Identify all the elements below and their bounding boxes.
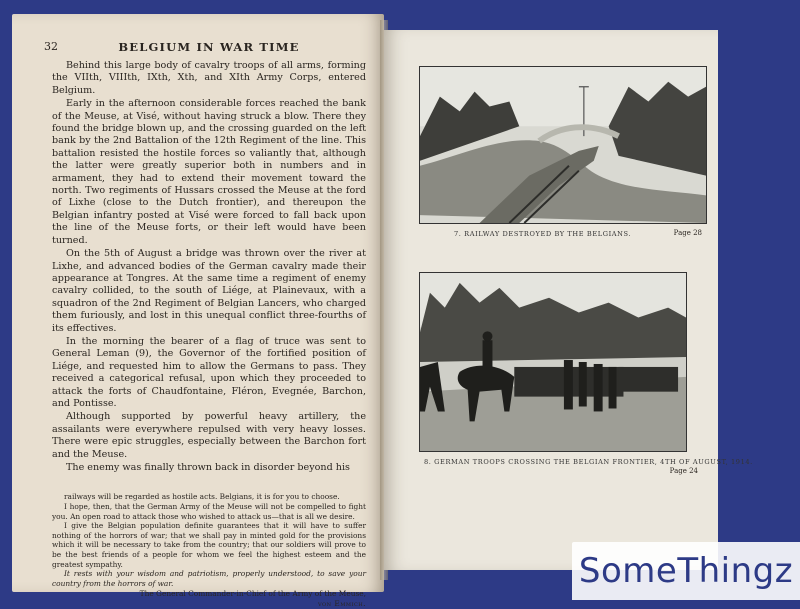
- proclamation-line: I give the Belgian population definite guarantees that it will have to suffer nothing of the horrors of war; that we shall pay in minted gold for the provisions which it will be necessary to take from the country; that our soldiers will prove to be the best friends of a people for whom we feel the highest esteem and the greatest sympathy.: [52, 521, 366, 569]
- running-title: BELGIUM IN WAR TIME: [118, 40, 300, 54]
- page-header: [44, 40, 366, 60]
- figure-caption: 8. GERMAN TROOPS CROSSING THE BELGIAN FRONTIER, 4TH OF AUGUST, 1914.: [424, 458, 753, 466]
- figure-page-ref: Page 24: [669, 467, 698, 475]
- section-gap: [52, 474, 366, 492]
- railway-photo: [419, 66, 707, 224]
- signature: [52, 589, 366, 608]
- proclamation-line: railways will be regarded as hostile acts. Belgians, it is for you to choose.: [64, 492, 340, 502]
- right-page: [384, 30, 753, 570]
- troops-photo: [419, 272, 687, 452]
- left-page: [12, 14, 384, 608]
- proclamation-line: I hope, then, that the German Army of the Meuse will not be compelled to fight you. An open road to attack those who wished to attack us—that is all we desire.: [52, 502, 366, 521]
- paragraph: Early in the afternoon considerable forces reached the bank of the Meuse, at Visé, without having struck a blow. There they found the bridge blown up, and the crossing guarded on the left bank by the 2nd Battalion of the 12th Regiment of the line. This battalion resisted the hostile forces so valiantly that, although the latter were greatly superior both in numbers and in armament, they had to extend their movement toward the north. Two regiments of Hussars crossed the Meuse at the ford of Lixhe (close to the Dutch frontier), and thereupon the Belgian infantry posted at Visé were forced to fall back upon the line of the Meuse forts, or their left would have been turned.: [52, 98, 366, 246]
- troops-photo-image: [419, 272, 687, 452]
- page-number: 32: [44, 40, 58, 53]
- body-text: [52, 60, 366, 474]
- figure-caption: 7. RAILWAY DESTROYED BY THE BELGIANS.: [454, 230, 632, 238]
- paragraph: Although supported by powerful heavy artillery, the assailants were everywhere repulsed with very heavy losses. There were epic struggles, especially between the Barchon fort and the Meuse.: [52, 411, 366, 460]
- railway-photo-image: [419, 66, 707, 224]
- signer-name: von Emmich.: [318, 598, 366, 608]
- paragraph: Behind this large body of cavalry troops of all arms, forming the VIIth, VIIIth, IXth, Xth, and XIth Army Corps, entered Belgium.: [52, 60, 366, 96]
- paragraph: In the morning the bearer of a flag of truce was sent to General Leman (9), the Governor of the fortified position of Liége, and requested him to allow the Germans to pass. They received a categorical refusal, upon which they proceeded to attack the forts of Chaudfontaine, Fléron, Evegnée, Barchon, and Pontisse.: [52, 335, 366, 409]
- proclamation-line: It rests with your wisdom and patriotism, properly understood, to save your country from the horrors of war.: [52, 569, 366, 588]
- paragraph: On the 5th of August a bridge was thrown over the river at Lixhe, and advanced bodies of the German cavalry made their appearance at Tongres. At the same time a regiment of enemy cavalry collided, to the south of Liége, at Plainevaux, with a squadron of the 2nd Regiment of Belgian Lancers, who charged them furiously, and lost in this unequal conflict three-fourths of its effectives.: [52, 248, 366, 334]
- figure-page-ref: Page 28: [673, 229, 702, 237]
- watermark-logo: SomeThingz: [572, 542, 800, 600]
- signature-line: The General Commander-in-Chief of the Army of the Meuse,: [139, 589, 366, 599]
- proclamation-excerpt: [52, 492, 366, 608]
- paragraph: The enemy was finally thrown back in disorder beyond his: [66, 462, 350, 473]
